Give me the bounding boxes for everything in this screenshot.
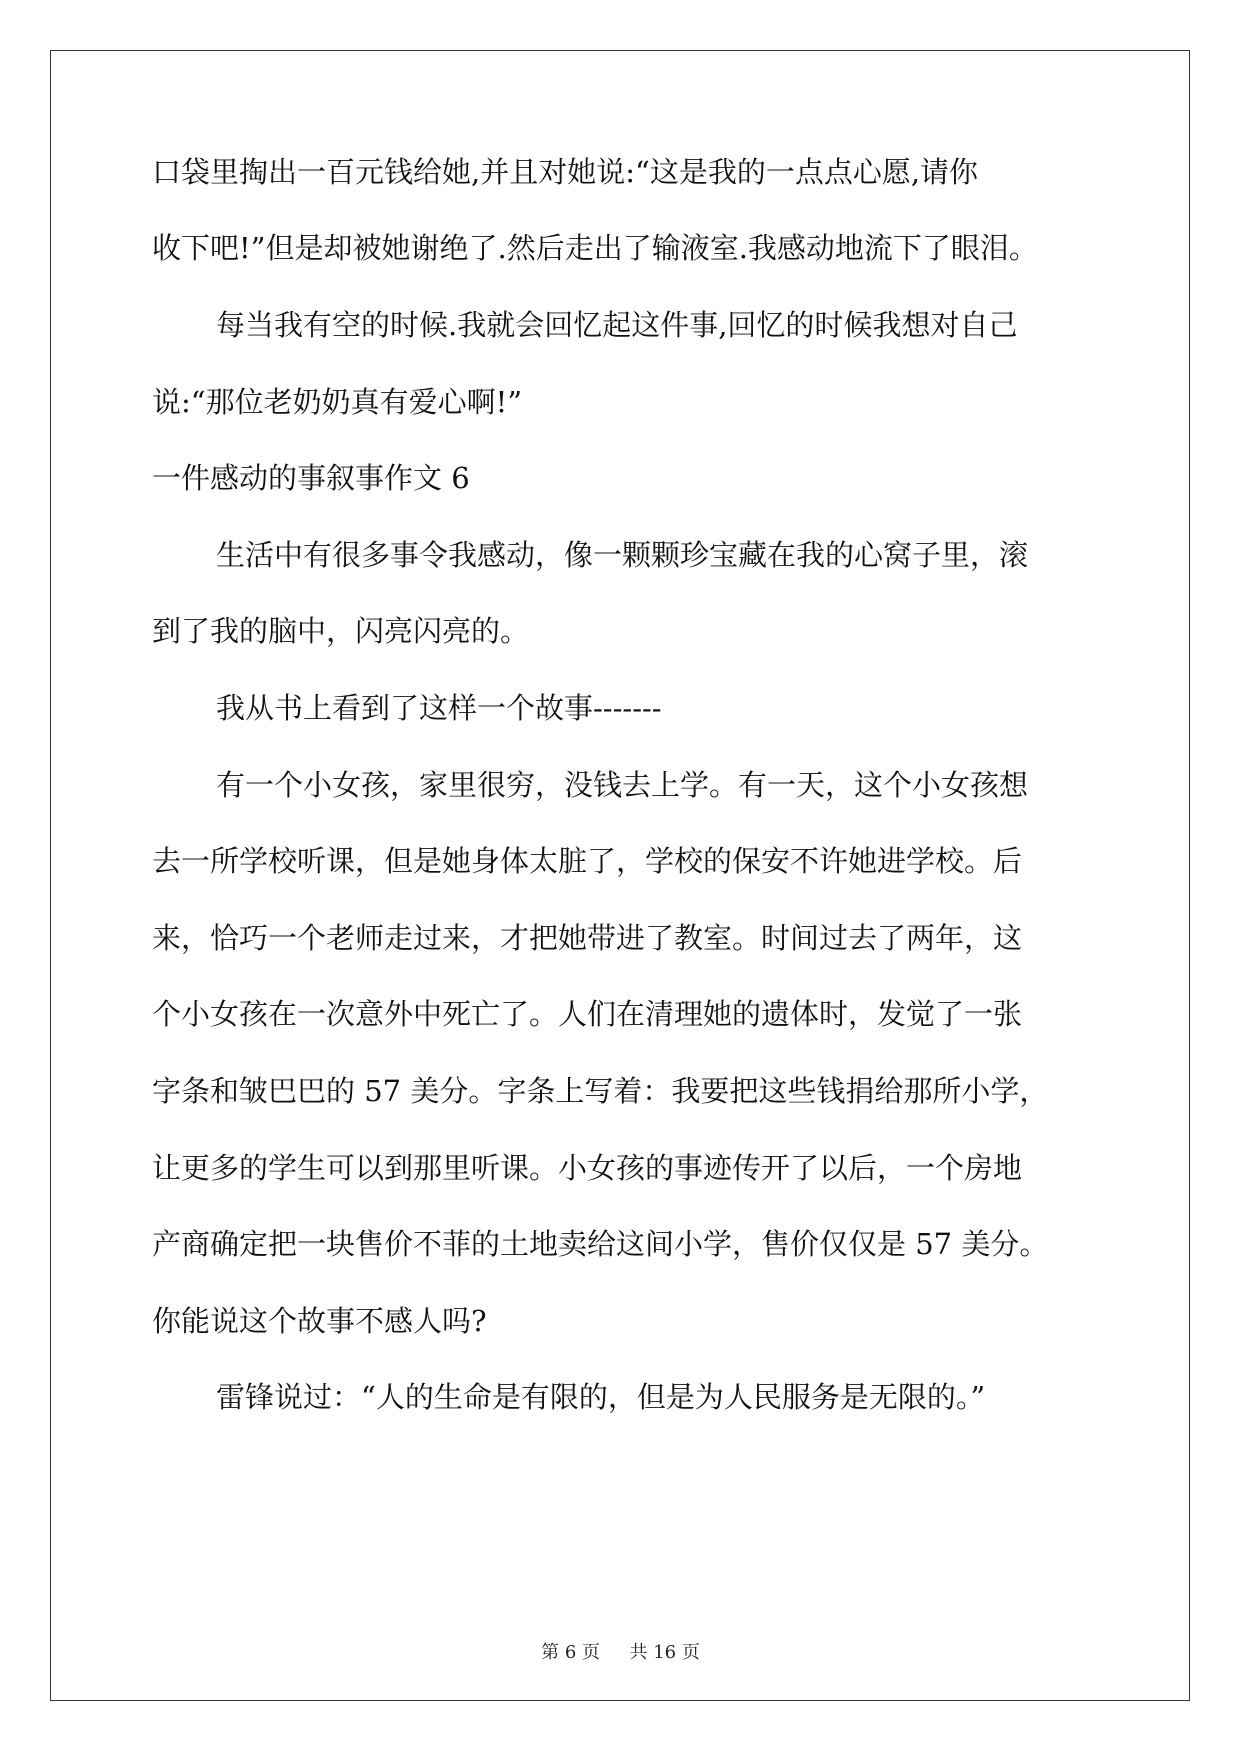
text-line: 收下吧!”但是却被她谢绝了.然后走出了输液室.我感动地流下了眼泪。 <box>152 231 1038 265</box>
text-line: 产商确定把一块售价不菲的土地卖给这间小学，售价仅仅是 57 美分。 <box>152 1227 1049 1261</box>
text-line: 生活中有很多事令我感动，像一颗颗珍宝藏在我的心窝子里，滚 <box>216 538 1029 572</box>
text-line: 来，恰巧一个老师走过来，才把她带进了教室。时间过去了两年，这 <box>152 921 1023 955</box>
text-line: 你能说这个故事不感人吗? <box>152 1304 487 1338</box>
text-line: 个小女孩在一次意外中死亡了。人们在清理她的遗体时，发觉了一张 <box>152 997 1023 1031</box>
section-heading: 一件感动的事叙事作文 6 <box>152 461 470 495</box>
page-footer <box>0 1638 1241 1664</box>
text-line: 每当我有空的时候.我就会回忆起这件事,回忆的时候我想对自己 <box>216 308 1018 342</box>
text-line: 有一个小女孩，家里很穷，没钱去上学。有一天，这个小女孩想 <box>216 768 1029 802</box>
page-total: 共 16 页 <box>629 1642 700 1663</box>
text-line: 口袋里掏出一百元钱给她,并且对她说:“这是我的一点点心愿,请你 <box>152 155 979 189</box>
text-line: 去一所学校听课，但是她身体太脏了，学校的保安不许她进学校。后 <box>152 844 1023 878</box>
text-line: 雷锋说过：“人的生命是有限的，但是为人民服务是无限的。” <box>216 1380 986 1414</box>
text-line: 让更多的学生可以到那里听课。小女孩的事迹传开了以后，一个房地 <box>152 1151 1023 1185</box>
text-line: 我从书上看到了这样一个故事------- <box>216 691 662 725</box>
text-line: 说:“那位老奶奶真有爱心啊!” <box>152 385 523 419</box>
text-line: 到了我的脑中，闪亮闪亮的。 <box>152 614 530 648</box>
page-number: 第 6 页 <box>541 1642 601 1663</box>
text-line: 字条和皱巴巴的 57 美分。字条上写着：我要把这些钱捐给那所小学， <box>152 1074 1049 1108</box>
